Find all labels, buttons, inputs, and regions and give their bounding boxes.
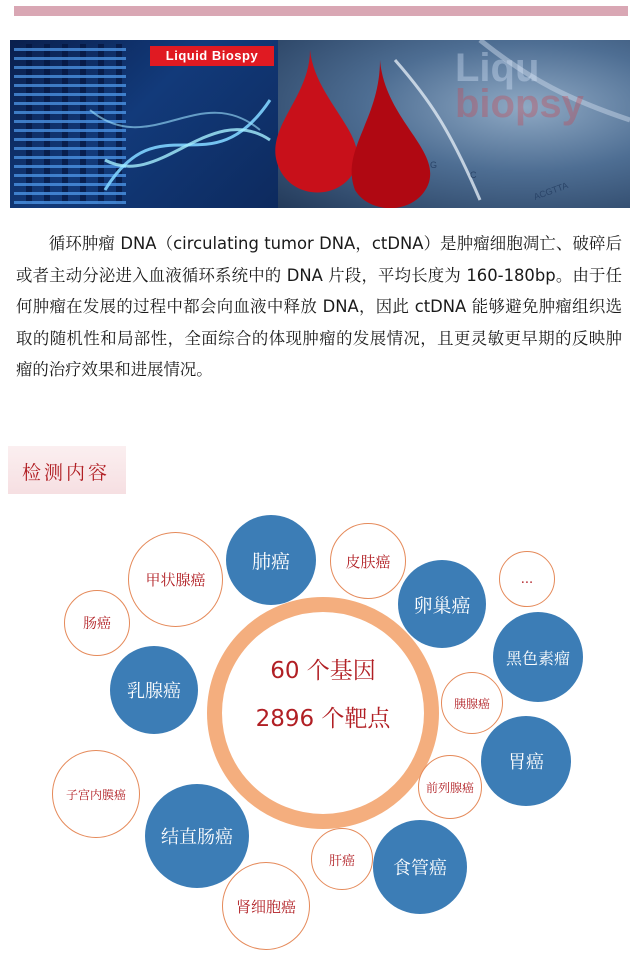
top-divider-bar	[14, 6, 628, 16]
bubble-ovarian: 卵巢癌	[398, 560, 486, 648]
bubble-melanoma: 黑色素瘤	[493, 612, 583, 702]
liquid-biopsy-banner	[10, 40, 630, 208]
bubble-esophageal: 食管癌	[373, 820, 467, 914]
gene-count: 60 个基因	[270, 658, 376, 684]
bubble-pancreatic: 胰腺癌	[441, 672, 503, 734]
blood-drop-icon	[275, 50, 357, 193]
bubble-lung: 肺癌	[226, 515, 316, 605]
bubble-skin: 皮肤癌	[330, 523, 406, 599]
blood-drop-icon	[352, 60, 431, 208]
bubble-breast: 乳腺癌	[110, 646, 198, 734]
bubble-thyroid: 甲状腺癌	[128, 532, 223, 627]
bubble-endometrial: 子宫内膜癌	[52, 750, 140, 838]
bubble-prostate: 前列腺癌	[418, 755, 482, 819]
target-count: 2896 个靶点	[255, 706, 391, 732]
bubble-ellipsis: ...	[499, 551, 555, 607]
intro-paragraph: 循环肿瘤 DNA（circulating tumor DNA，ctDNA）是肿瘤细胞凋亡、破碎后或者主动分泌进入血液循环系统中的 DNA 片段，平均长度为 160-180bp。由于任何肿瘤在发展的过程中都会向血液中释放 DNA，因此 ctDNA 能够避免肿瘤组织选取的随机性和局部性，全面综合的体现肿瘤的发展情况，且更灵敏更早期的反映肿瘤的治疗效果和进展情况。	[16, 234, 622, 379]
svg-text:ACGTTA: ACGTTA	[532, 180, 570, 202]
bubble-bowel: 肠癌	[64, 590, 130, 656]
bubble-stomach: 胃癌	[481, 716, 571, 806]
liquid-biopsy-label: Liquid Biospy	[150, 46, 274, 66]
svg-text:G: G	[430, 160, 438, 170]
cancer-types-diagram	[0, 500, 640, 953]
bubble-kidney: 肾细胞癌	[222, 862, 310, 950]
biopsy-watermark: Liqu biopsy	[455, 46, 584, 126]
section-title: 检测内容	[22, 462, 111, 484]
bubble-liver: 肝癌	[311, 828, 373, 890]
bubble-colorectal: 结直肠癌	[145, 784, 249, 888]
svg-text:C: C	[470, 170, 477, 180]
